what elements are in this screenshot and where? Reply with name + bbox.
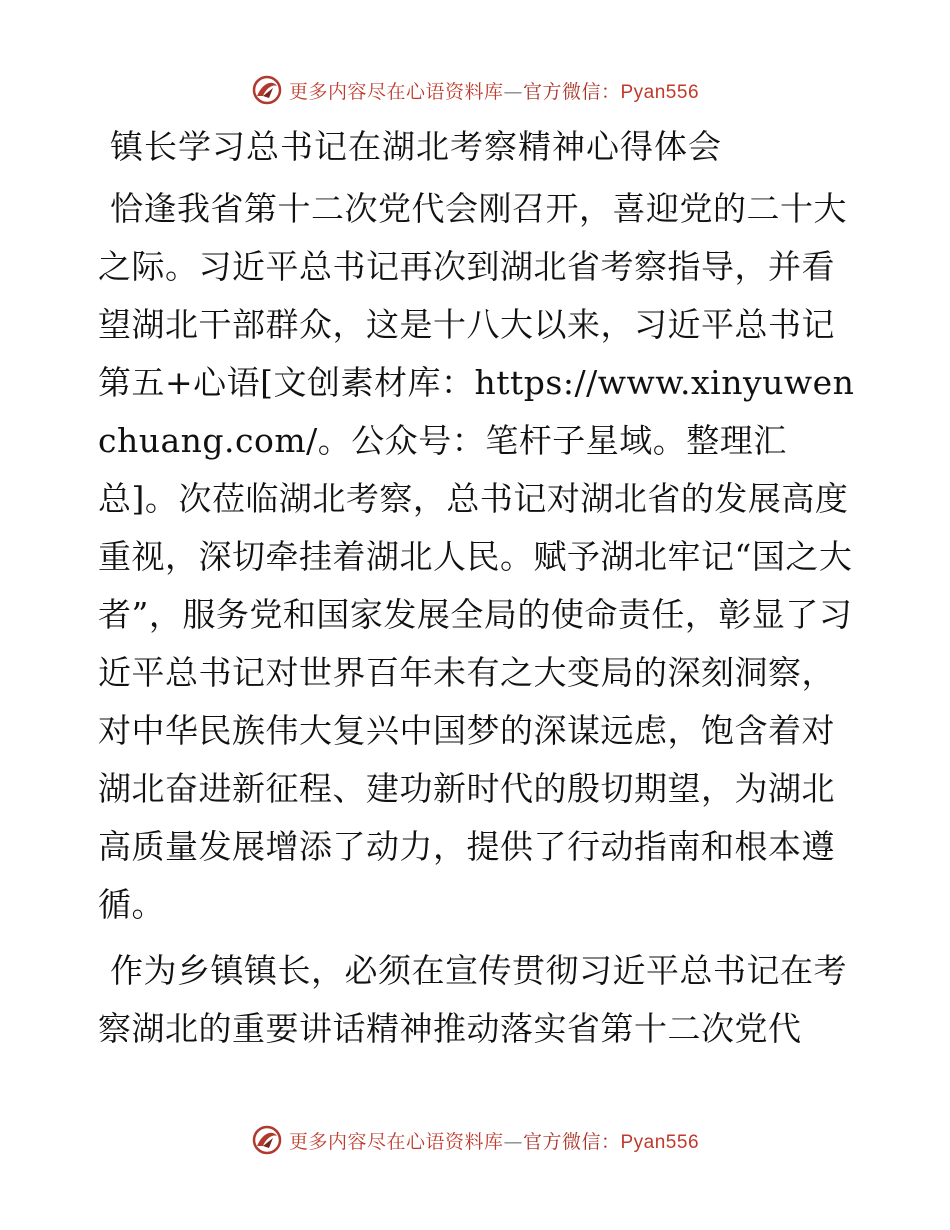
footer-banner-text: 更多内容尽在心语资料库—官方微信：Pyan556 <box>288 1130 700 1153</box>
red-swirl-logo-icon <box>251 1124 283 1156</box>
header-banner-text: 更多内容尽在心语资料库—官方微信：Pyan556 <box>288 80 700 103</box>
footer-banner <box>0 1122 950 1158</box>
red-swirl-logo-icon <box>251 74 283 106</box>
paragraph-2: 作为乡镇镇长，必须在宣传贯彻习近平总书记在考察湖北的重要讲话精神推动落实省第十二次党代 <box>98 951 847 1048</box>
document-body <box>98 122 858 1058</box>
document-title: 镇长学习总书记在湖北考察精神心得体会 <box>110 127 722 166</box>
paragraph-1: 恰逢我省第十二次党代会刚召开，喜迎党的二十大之际。习近平总书记再次到湖北省考察指导，并看望湖北干部群众，这是十八大以来，习近平总书记第五+心语[文创素材库：https://www.xinyuwenchuang.com/。公众号：笔杆子星域。整理汇总]。次莅临湖北考察，总书记对湖北省的发展高度重视，深切牵挂着湖北人民。赋予湖北牢记“国之大者”，服务党和国家发展全局的使命责任，彰显了习近平总书记对世界百年未有之大变局的深刻洞察，对中华民族伟大复兴中国梦的深谋远虑，饱含着对湖北奋进新征程、建功新时代的殷切期望，为湖北高质量发展增添了动力，提供了行动指南和根本遵循。 <box>98 189 855 924</box>
header-banner <box>0 72 950 108</box>
